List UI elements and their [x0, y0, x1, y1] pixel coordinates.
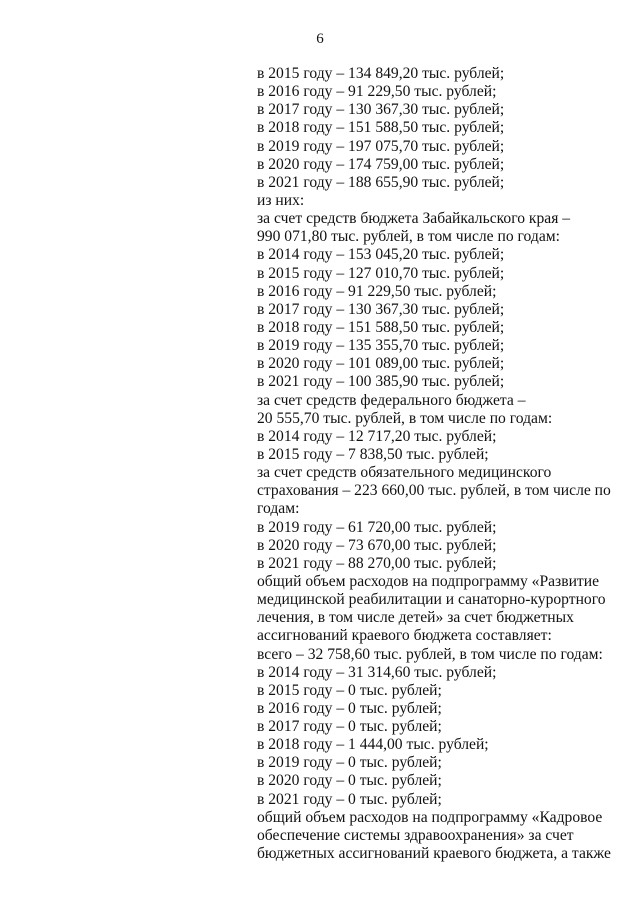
text-line: из них: — [257, 191, 305, 209]
text-line: в 2015 году – 7 838,50 тыс. рублей; — [257, 445, 489, 463]
text-line: за счет средств федерального бюджета – — [257, 391, 526, 409]
text-line: в 2017 году – 130 367,30 тыс. рублей; — [257, 101, 505, 119]
text-line: в 2020 году – 174 759,00 тыс. рублей; — [257, 155, 505, 173]
text-line: в 2021 году – 88 270,00 тыс. рублей; — [257, 554, 497, 572]
text-line: в 2016 году – 91 229,50 тыс. рублей; — [257, 282, 497, 300]
text-line: годам: — [257, 500, 300, 518]
text-line: ассигнований краевого бюджета составляет: — [257, 627, 552, 645]
text-line: бюджетных ассигнований краевого бюджета, а также — [257, 845, 611, 863]
text-line: в 2015 году – 0 тыс. рублей; — [257, 681, 442, 699]
page-number: 6 — [316, 31, 324, 47]
text-line: в 2016 году – 91 229,50 тыс. рублей; — [257, 83, 497, 101]
text-line: в 2021 году – 0 тыс. рублей; — [257, 790, 442, 808]
text-line: общий объем расходов на подпрограмму «Развитие — [257, 572, 600, 590]
text-line: в 2019 году – 197 075,70 тыс. рублей; — [257, 137, 505, 155]
text-line: 20 555,70 тыс. рублей, в том числе по годам: — [257, 409, 553, 427]
text-line: в 2018 году – 151 588,50 тыс. рублей; — [257, 318, 505, 336]
document-body — [257, 65, 611, 863]
text-line: за счет средств бюджета Забайкальского края – — [257, 210, 571, 228]
text-line: в 2014 году – 31 314,60 тыс. рублей; — [257, 663, 497, 681]
text-line: в 2019 году – 135 355,70 тыс. рублей; — [257, 337, 505, 355]
text-line: лечения, в том числе детей» за счет бюджетных — [257, 609, 574, 627]
text-line: 990 071,80 тыс. рублей, в том числе по годам: — [257, 228, 560, 246]
text-line: за счет средств обязательного медицинского — [257, 464, 552, 482]
text-line: страхования – 223 660,00 тыс. рублей, в том числе по — [257, 482, 611, 500]
text-line: в 2019 году – 0 тыс. рублей; — [257, 754, 442, 772]
text-line: всего – 32 758,60 тыс. рублей, в том числе по годам: — [257, 645, 603, 663]
text-line: в 2015 году – 127 010,70 тыс. рублей; — [257, 264, 505, 282]
text-line: общий объем расходов на подпрограмму «Кадровое — [257, 808, 603, 826]
text-line: в 2016 году – 0 тыс. рублей; — [257, 699, 442, 717]
text-line: в 2021 году – 100 385,90 тыс. рублей; — [257, 373, 505, 391]
text-line: в 2014 году – 12 717,20 тыс. рублей; — [257, 427, 497, 445]
text-line: в 2021 году – 188 655,90 тыс. рублей; — [257, 173, 505, 191]
text-line: в 2017 году – 130 367,30 тыс. рублей; — [257, 300, 505, 318]
text-line: в 2017 году – 0 тыс. рублей; — [257, 718, 442, 736]
text-line: в 2020 году – 0 тыс. рублей; — [257, 772, 442, 790]
text-line: в 2015 году – 134 849,20 тыс. рублей; — [257, 65, 505, 82]
text-line: в 2020 году – 73 670,00 тыс. рублей; — [257, 536, 497, 554]
text-line: обеспечение системы здравоохранения» за счет — [257, 826, 574, 844]
text-line: в 2018 году – 1 444,00 тыс. рублей; — [257, 736, 489, 754]
text-line: в 2014 году – 153 045,20 тыс. рублей; — [257, 246, 505, 264]
text-line: в 2019 году – 61 720,00 тыс. рублей; — [257, 518, 497, 536]
text-line: медицинской реабилитации и санаторно-курортного — [257, 591, 606, 609]
text-line: в 2018 году – 151 588,50 тыс. рублей; — [257, 119, 505, 137]
text-line: в 2020 году – 101 089,00 тыс. рублей; — [257, 355, 505, 373]
